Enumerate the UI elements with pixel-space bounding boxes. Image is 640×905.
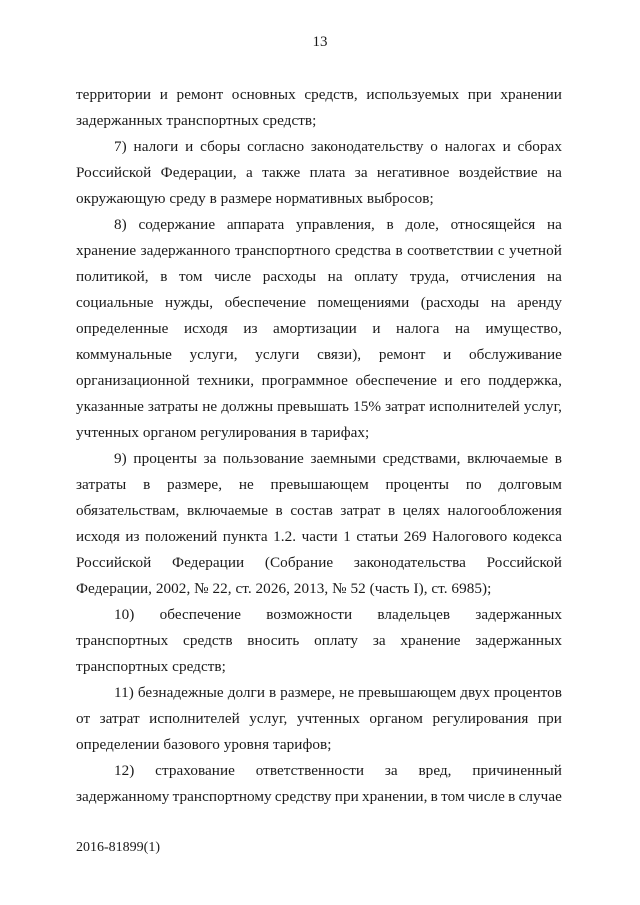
word: исполнителей: [149, 710, 240, 727]
text-line: учтенных органом регулирования в тарифах;: [76, 424, 370, 441]
word: на: [547, 216, 562, 233]
word: 9): [114, 450, 127, 467]
word: основных: [231, 86, 296, 103]
word: затрат: [99, 710, 140, 727]
text-line: [76, 264, 562, 290]
text-line: [76, 134, 562, 160]
word: 1.2.: [273, 528, 297, 545]
word: при: [537, 710, 562, 727]
text-line: транспортных средств;: [76, 658, 226, 675]
word: и: [443, 346, 452, 363]
word: задержанному: [76, 788, 170, 805]
word: его: [460, 372, 481, 389]
word: политикой,: [76, 268, 149, 285]
word: хранении: [500, 86, 562, 103]
word: услуги: [255, 346, 300, 363]
word: превышать: [277, 398, 350, 415]
word: средств,: [304, 86, 358, 103]
word: оплату: [354, 268, 399, 285]
word: в: [387, 502, 396, 519]
word: Российской: [76, 554, 152, 571]
text-line: [76, 316, 562, 342]
word: законодательства: [353, 554, 466, 571]
word: услуги,: [189, 346, 238, 363]
word: помещениями: [317, 294, 410, 311]
text-line: [76, 160, 562, 186]
word: и: [159, 86, 168, 103]
word: учтенных: [296, 710, 360, 727]
word: том: [441, 788, 465, 805]
word: превышающем: [358, 684, 457, 701]
word: от: [76, 710, 91, 727]
word: доле,: [405, 216, 439, 233]
text-line: [76, 238, 562, 264]
word: статьи: [356, 528, 399, 545]
word: оплату: [314, 632, 359, 649]
word: в: [430, 788, 438, 805]
word: налогообложения: [447, 502, 562, 519]
word: социальные: [76, 294, 154, 311]
word: о: [430, 138, 438, 155]
document-footer-code: 2016-81899(1): [76, 840, 160, 855]
word: обеспечение: [224, 294, 306, 311]
word: труда,: [409, 268, 450, 285]
text-line: [76, 472, 562, 498]
word: ремонт: [378, 346, 426, 363]
word: регулирования: [432, 710, 529, 727]
word: Российской: [486, 554, 562, 571]
text-line: [76, 212, 562, 238]
word: обеспечение: [159, 606, 242, 623]
word: обеспечение: [355, 372, 437, 389]
word: поддержка,: [488, 372, 562, 389]
word: управления,: [295, 216, 375, 233]
word: программное: [261, 372, 348, 389]
text-line: [76, 706, 562, 732]
word: на: [454, 320, 470, 337]
word: услуг,: [249, 710, 288, 727]
word: средств: [183, 632, 233, 649]
word: органом: [369, 710, 423, 727]
word: затрат: [385, 398, 426, 415]
word: части: [301, 528, 338, 545]
word: в: [508, 788, 516, 805]
word: и: [502, 138, 511, 155]
word: в: [160, 268, 168, 285]
word: содержание: [138, 216, 216, 233]
text-line: [76, 602, 562, 628]
word: с: [497, 242, 505, 259]
word: отчисления: [460, 268, 536, 285]
word: долговым: [498, 476, 562, 493]
word: в: [268, 684, 277, 701]
word: безнадежные: [137, 684, 224, 701]
text-line: [76, 628, 562, 654]
word: территории: [76, 86, 152, 103]
word: имущество,: [485, 320, 562, 337]
word: 12): [114, 762, 135, 779]
word: долги: [227, 684, 265, 701]
word: хранение: [400, 632, 461, 649]
word: аппарата: [226, 216, 285, 233]
word: учетной: [509, 242, 562, 259]
word: за: [384, 762, 398, 779]
word: исходя: [183, 320, 228, 337]
word: на: [547, 164, 562, 181]
word: включаемые: [186, 502, 269, 519]
word: в: [554, 450, 562, 467]
word: также: [262, 164, 301, 181]
word: хранении,: [362, 788, 428, 805]
text-line: [76, 758, 562, 784]
word: за: [372, 632, 386, 649]
text-line: [76, 550, 562, 576]
page-number: 13: [312, 34, 328, 50]
word: на: [490, 294, 506, 311]
word: том: [179, 268, 203, 285]
word: в: [386, 216, 394, 233]
word: не: [202, 398, 218, 415]
word: не: [339, 684, 355, 701]
word: не: [238, 476, 254, 493]
word: 269: [403, 528, 427, 545]
word: 7): [114, 138, 127, 155]
word: расходы: [262, 268, 317, 285]
text-line: [76, 342, 562, 368]
word: задержанных: [475, 632, 562, 649]
text-line: задержанных транспортных средств;: [76, 112, 317, 129]
word: затраты: [147, 398, 199, 415]
word: транспортных: [76, 632, 169, 649]
word: и: [372, 320, 381, 337]
word: Федерации: [172, 554, 245, 571]
text-line: [76, 394, 562, 420]
word: кодекса: [512, 528, 562, 545]
word: амортизации: [273, 320, 357, 337]
text-line: [76, 524, 562, 550]
word: размере,: [167, 476, 223, 493]
word: по: [465, 476, 482, 493]
text-line: определении базового уровня тарифов;: [76, 736, 332, 753]
word: сборах: [517, 138, 562, 155]
word: за: [203, 450, 217, 467]
word: воздействие: [458, 164, 538, 181]
word: ремонт: [176, 86, 224, 103]
word: числе: [214, 268, 252, 285]
text-line: [76, 498, 562, 524]
word: на: [327, 268, 343, 285]
word: вред,: [418, 762, 452, 779]
word: 10): [114, 606, 135, 623]
word: затраты: [76, 476, 127, 493]
word: транспортному: [172, 788, 272, 805]
word: согласно: [247, 138, 305, 155]
word: хранение: [76, 242, 137, 259]
word: Налогового: [432, 528, 508, 545]
word: исходя: [76, 528, 120, 545]
word: и: [185, 138, 194, 155]
text-line: Федерации, 2002, № 22, ст. 2026, 2013, № 52 (часть I), ст. 6985);: [76, 580, 492, 597]
word: а: [245, 164, 253, 181]
word: законодательству: [310, 138, 424, 155]
word: страхование: [155, 762, 235, 779]
word: из: [243, 320, 258, 337]
word: негативное: [376, 164, 450, 181]
word: на: [546, 268, 562, 285]
word: процентов: [494, 684, 562, 701]
word: плата: [309, 164, 346, 181]
word: (Собрание: [264, 554, 334, 571]
word: затрат: [340, 502, 381, 519]
word: транспортного: [234, 242, 331, 259]
word: налогах: [444, 138, 496, 155]
word: 11): [114, 684, 134, 701]
word: состав: [290, 502, 333, 519]
word: используемых: [366, 86, 460, 103]
word: включаемые: [467, 450, 549, 467]
text-line: [76, 290, 562, 316]
word: в: [395, 242, 403, 259]
word: налоги: [133, 138, 179, 155]
word: определенные: [76, 320, 169, 337]
word: заемными: [310, 450, 377, 467]
word: нужды,: [165, 294, 214, 311]
text-line: [76, 368, 562, 394]
word: целях: [402, 502, 440, 519]
word: техники,: [197, 372, 255, 389]
text-line: [76, 82, 562, 108]
word: за: [354, 164, 368, 181]
word: при: [467, 86, 492, 103]
word: указанные: [76, 398, 144, 415]
word: 1: [343, 528, 351, 545]
text-line: окружающую среду в размере нормативных выбросов;: [76, 190, 434, 207]
word: аренду: [517, 294, 562, 311]
word: организационной: [76, 372, 190, 389]
word: связи),: [317, 346, 362, 363]
word: проценты: [385, 476, 450, 493]
word: средству: [274, 788, 332, 805]
word: превышающем: [270, 476, 369, 493]
word: 15%: [353, 398, 382, 415]
word: 8): [114, 216, 127, 233]
word: относящейся: [450, 216, 536, 233]
word: причиненный: [472, 762, 562, 779]
word: обязательствам,: [76, 502, 180, 519]
word: средства: [334, 242, 392, 259]
text-line: [76, 680, 562, 706]
document-body: [76, 82, 562, 810]
word: положений: [145, 528, 218, 545]
word: средствами,: [382, 450, 461, 467]
word: услуг,: [523, 398, 562, 415]
text-line: [76, 446, 562, 472]
word: ответственности: [255, 762, 365, 779]
word: в: [275, 502, 283, 519]
word: исполнителей: [429, 398, 520, 415]
word: (расходы: [420, 294, 480, 311]
word: Федерации,: [160, 164, 237, 181]
word: при: [334, 788, 359, 805]
word: обслуживание: [468, 346, 562, 363]
word: задержанного: [140, 242, 231, 259]
word: коммунальные: [76, 346, 172, 363]
word: размере,: [280, 684, 336, 701]
word: налога: [396, 320, 440, 337]
word: в: [143, 476, 151, 493]
word: вносить: [247, 632, 300, 649]
word: владельцев: [377, 606, 451, 623]
word: Российской: [76, 164, 152, 181]
word: двух: [460, 684, 491, 701]
word: числе: [467, 788, 505, 805]
word: и: [444, 372, 453, 389]
word: пользование: [223, 450, 304, 467]
word: должны: [221, 398, 274, 415]
word: проценты: [133, 450, 197, 467]
word: пункта: [222, 528, 268, 545]
word: случае: [518, 788, 562, 805]
word: задержанных: [475, 606, 562, 623]
word: из: [125, 528, 140, 545]
word: сборы: [200, 138, 241, 155]
text-line: [76, 784, 562, 810]
word: возможности: [266, 606, 353, 623]
word: соответствии: [407, 242, 494, 259]
